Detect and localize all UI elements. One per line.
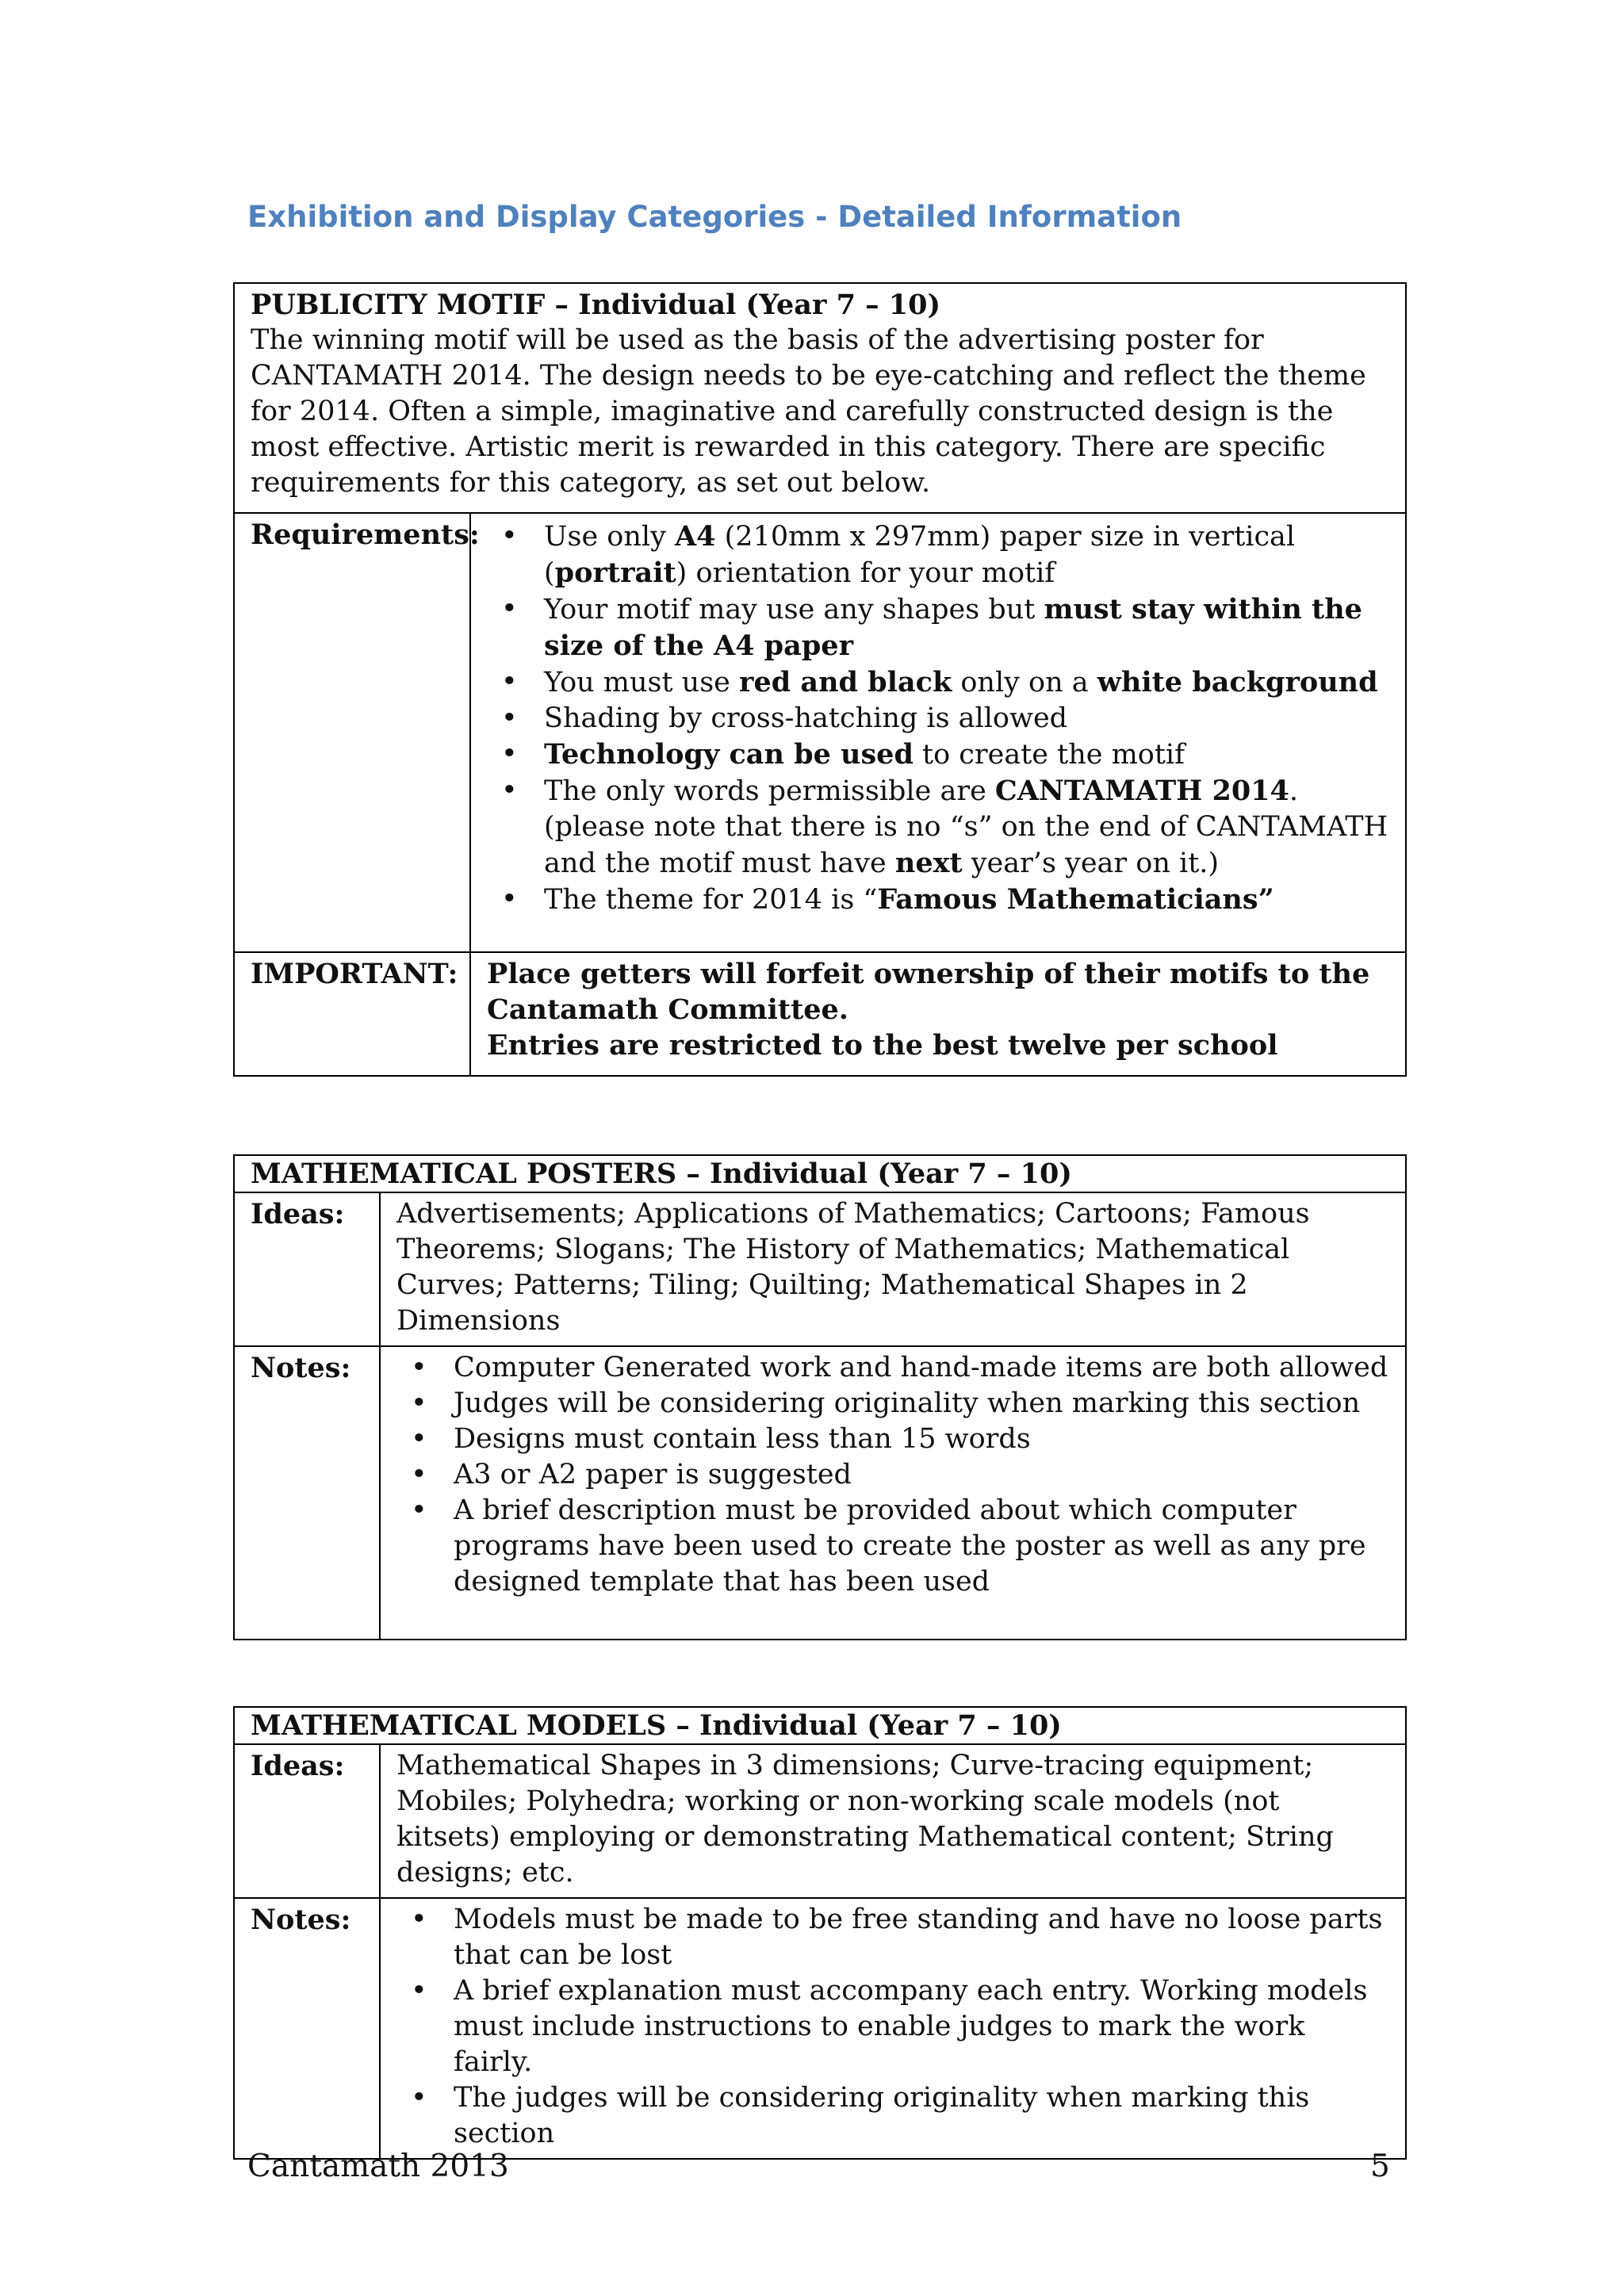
requirement-text: . (please note that there is no “s” on the end of CANTAMATH and the motif must have — [544, 775, 1388, 879]
motif-intro-cell — [234, 283, 1406, 513]
posters-notes-list — [396, 1350, 1389, 1600]
models-notes-cell — [380, 1898, 1406, 2159]
requirement-item — [487, 664, 1389, 701]
footer-title: Cantamath 2013 — [247, 2149, 509, 2184]
models-notes-list — [396, 1902, 1389, 2152]
important-label: IMPORTANT: — [234, 952, 470, 1076]
requirement-emphasis: must stay within the size of the A4 paper — [544, 593, 1362, 662]
requirements-label: Requirements: — [234, 513, 470, 952]
models-notes-label: Notes: — [234, 1898, 380, 2159]
posters-notes-label: Notes: — [234, 1346, 380, 1640]
poster-note-item: • Computer Generated work and hand-made items are both allowed — [396, 1350, 1389, 1386]
requirement-text: Use only — [544, 521, 676, 553]
requirement-emphasis: CANTAMATH 2014 — [994, 775, 1289, 807]
poster-note-item: • Designs must contain less than 15 words — [396, 1422, 1389, 1457]
requirement-text: Your motif may use any shapes but — [544, 594, 1044, 626]
model-note-item: • A brief explanation must accompany each entry. Working models must include instructions to enable judges to mark the work fairly. — [396, 1973, 1389, 2080]
requirement-emphasis: portrait — [554, 557, 676, 589]
important-line-1: Place getters will forfeit ownership of their motifs to the Cantamath Committee. — [487, 958, 1370, 1026]
models-ideas: Mathematical Shapes in 3 dimensions; Curve-tracing equipment; Mobiles; Polyhedra; working or non-working scale models (not kitsets) employing or demonstrating Mathematical content; String designs; etc. — [380, 1744, 1406, 1898]
requirement-item — [487, 591, 1389, 664]
requirement-emphasis: next — [894, 847, 963, 879]
requirement-text: year’s year on it.) — [962, 848, 1220, 879]
requirement-item — [487, 737, 1389, 773]
requirement-text: (210mm x 297mm) paper size in vertical ( — [544, 521, 1296, 589]
requirement-text: ) orientation for your motif — [676, 557, 1055, 589]
requirement-item — [487, 701, 1389, 737]
requirement-emphasis: white background — [1097, 666, 1378, 698]
poster-note-item: • A3 or A2 paper is suggested — [396, 1457, 1389, 1493]
models-ideas-label: Ideas: — [234, 1744, 380, 1898]
models-table — [233, 1706, 1407, 2160]
requirement-emphasis: Famous Mathematicians” — [877, 883, 1274, 916]
posters-ideas-label: Ideas: — [234, 1192, 380, 1346]
requirement-emphasis: red and black — [739, 666, 952, 698]
requirements-cell — [470, 513, 1406, 952]
requirement-text: You must use — [544, 667, 740, 698]
motif-intro: The winning motif will be used as the basis of the advertising poster for CANTAMATH 2014. The design needs to be eye-catching and reflect the theme for 2014. Often a simple, imaginative and carefully constructed design is the most effective. Artistic merit is rewarded in this category. There are specific requirements for this category, as set out below. — [251, 324, 1366, 499]
requirement-item — [487, 882, 1389, 918]
requirement-text: only on a — [952, 667, 1097, 698]
poster-note-item: • Judges will be considering originality when marking this section — [396, 1386, 1389, 1422]
requirement-item — [487, 519, 1389, 591]
requirements-list — [487, 519, 1389, 918]
model-note-item: • Models must be made to be free standing and have no loose parts that can be lost — [396, 1902, 1389, 1973]
publicity-motif-table — [233, 282, 1407, 1077]
model-note-item: • The judges will be considering originality when marking this section — [396, 2080, 1389, 2152]
motif-title: PUBLICITY MOTIF – Individual (Year 7 – 10) — [251, 289, 941, 321]
requirement-emphasis: Technology can be used — [544, 738, 914, 771]
requirement-text: The only words permissible are — [544, 775, 995, 807]
page-title: Exhibition and Display Categories - Detailed Information — [247, 200, 1182, 234]
models-title: MATHEMATICAL MODELS – Individual (Year 7 – 10) — [234, 1707, 1406, 1744]
posters-table — [233, 1154, 1407, 1640]
posters-notes-cell — [380, 1346, 1406, 1640]
page-number: 5 — [1370, 2149, 1390, 2184]
posters-title: MATHEMATICAL POSTERS – Individual (Year 7 – 10) — [234, 1155, 1406, 1192]
requirement-text: The theme for 2014 is “ — [544, 884, 878, 916]
important-cell — [470, 952, 1406, 1076]
requirement-emphasis: A4 — [675, 520, 716, 553]
requirement-text: to create the motif — [913, 739, 1185, 771]
posters-ideas: Advertisements; Applications of Mathematics; Cartoons; Famous Theorems; Slogans; The History of Mathematics; Mathematical Curves; Patterns; Tiling; Quilting; Mathematical Shapes in 2 Dimensions — [380, 1192, 1406, 1346]
requirement-item — [487, 773, 1389, 882]
requirement-text: Shading by cross-hatching is allowed — [544, 702, 1068, 734]
poster-note-item: • A brief description must be provided about which computer programs have been used to create the poster as well as any pre designed template that has been used — [396, 1493, 1389, 1600]
important-line-2: Entries are restricted to the best twelve per school — [487, 1029, 1278, 1062]
